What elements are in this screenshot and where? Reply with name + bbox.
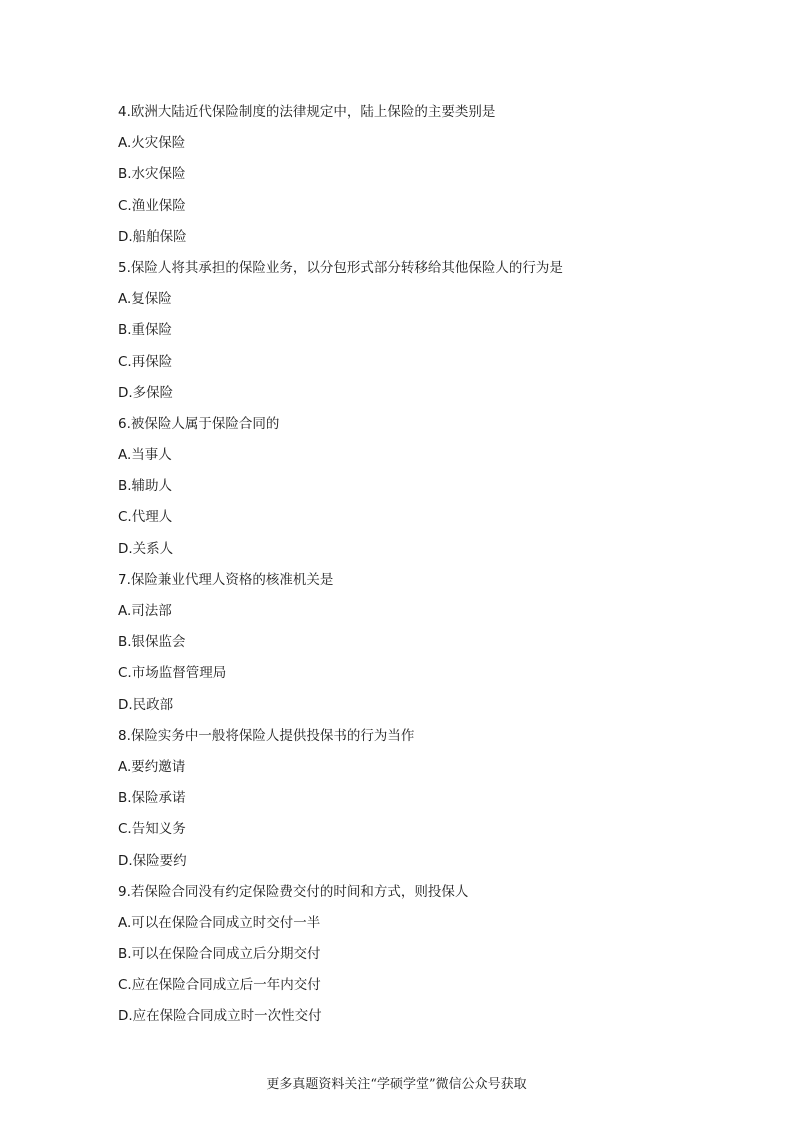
- option-a: A.司法部: [118, 603, 172, 619]
- question-stem: 6.被保险人属于保险合同的: [118, 415, 280, 432]
- option-d: D.船舶保险: [118, 228, 187, 245]
- option-b: B.银保监会: [118, 634, 186, 651]
- question-block: [118, 101, 718, 257]
- option-b: B.保险承诺: [118, 790, 186, 807]
- option-c: C.再保险: [118, 353, 173, 370]
- option-a: A.火灾保险: [118, 135, 186, 152]
- question-stem: 7.保险兼业代理人资格的核准机关是: [118, 571, 334, 588]
- option-a: A.可以在保险合同成立时交付一半: [118, 914, 321, 931]
- question-stem: 5.保险人将其承担的保险业务，以分包形式部分转移给其他保险人的行为是: [118, 259, 563, 276]
- option-c: C.告知义务: [118, 821, 186, 838]
- option-c: C.应在保险合同成立后一年内交付: [118, 977, 321, 994]
- option-d: D.多保险: [118, 384, 174, 401]
- question-block: [118, 257, 718, 413]
- option-b: B.水灾保险: [118, 166, 186, 183]
- question-stem: 9.若保险合同没有约定保险费交付的时间和方式，则投保人: [118, 883, 469, 900]
- question-block: [118, 881, 718, 1037]
- page-footer: 更多真题资料关注“学硕学堂”微信公众号获取: [266, 1077, 527, 1092]
- option-c: C.代理人: [118, 509, 173, 526]
- question-block: [118, 725, 718, 881]
- question-stem: 4.欧洲大陆近代保险制度的法律规定中，陆上保险的主要类别是: [118, 104, 496, 120]
- question-list: [118, 101, 718, 1037]
- question-block: [118, 413, 718, 569]
- question-block: [118, 569, 718, 725]
- option-c: C.市场监督管理局: [118, 665, 227, 682]
- option-d: D.关系人: [118, 540, 174, 557]
- option-b: B.重保险: [118, 322, 173, 339]
- option-b: B.可以在保险合同成立后分期交付: [118, 946, 321, 963]
- option-b: B.辅助人: [118, 478, 173, 495]
- option-a: A.当事人: [118, 447, 172, 464]
- option-d: D.保险要约: [118, 852, 187, 869]
- question-stem: 8.保险实务中一般将保险人提供投保书的行为当作: [118, 727, 415, 744]
- option-a: A.要约邀请: [118, 758, 186, 775]
- option-d: D.应在保险合同成立时一次性交付: [118, 1008, 322, 1025]
- option-d: D.民政部: [118, 696, 174, 713]
- option-a: A.复保险: [118, 291, 172, 308]
- option-c: C.渔业保险: [118, 197, 186, 214]
